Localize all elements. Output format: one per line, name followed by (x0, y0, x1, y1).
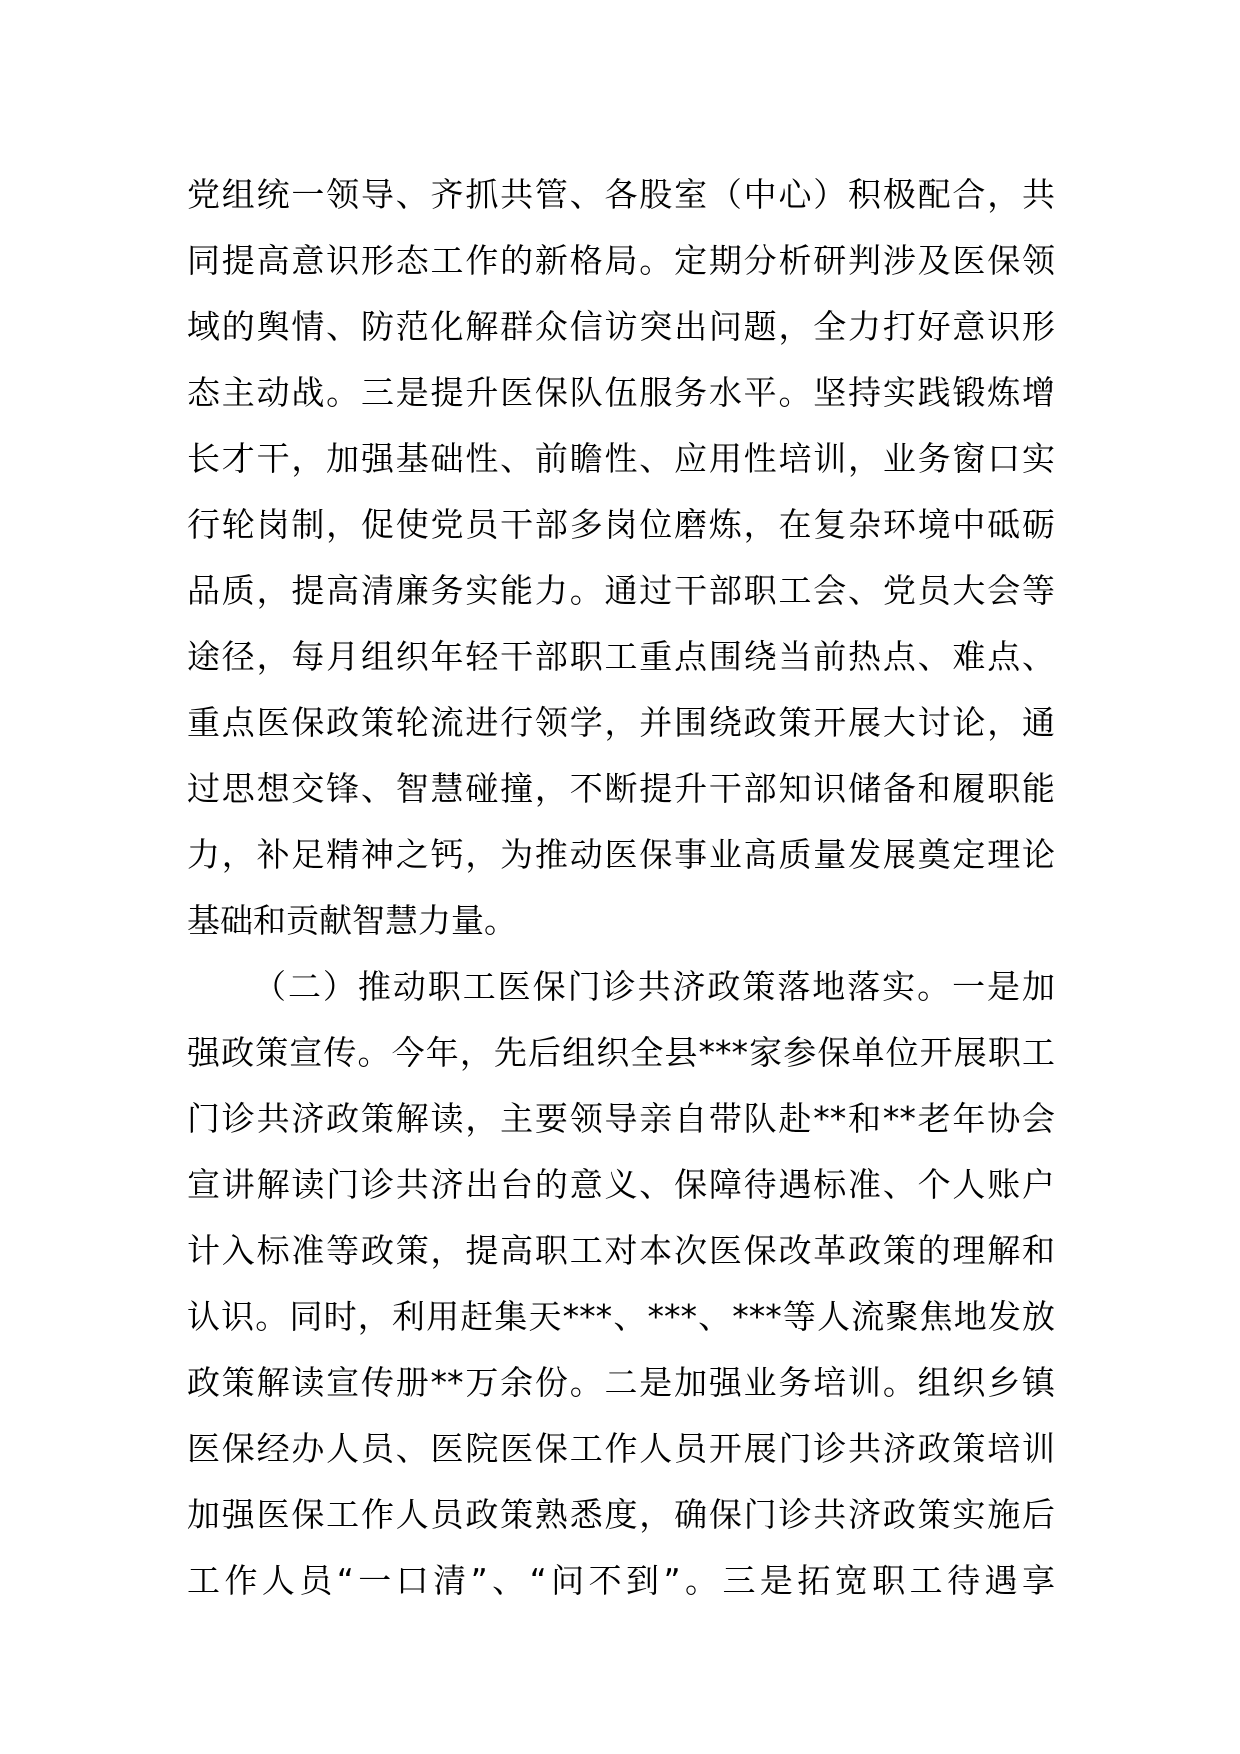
text-line: 计入标准等政策，提高职工对本次医保改革政策的理解和 (187, 1231, 1055, 1270)
text-line: 政策解读宣传册**万余份。二是加强业务培训。组织乡镇 (187, 1363, 1055, 1402)
text-line: 重点医保政策轮流进行领学，并围绕政策开展大讨论，通 (187, 703, 1055, 742)
text-line: 过思想交锋、智慧碰撞，不断提升干部知识储备和履职能 (187, 769, 1055, 808)
paragraph-2 (187, 954, 1055, 1614)
text-line: 态主动战。三是提升医保队伍服务水平。坚持实践锻炼增 (187, 373, 1055, 412)
text-line: 宣讲解读门诊共济出台的意义、保障待遇标准、个人账户 (187, 1165, 1055, 1204)
text-line: 医保经办人员、医院医保工作人员开展门诊共济政策培训 (187, 1429, 1055, 1468)
text-line: 认识。同时，利用赶集天***、***、***等人流聚焦地发放 (187, 1297, 1055, 1336)
text-line: 工作人员“一口清”、“问不到”。三是拓宽职工待遇享 (187, 1561, 1055, 1600)
text-line: 品质，提高清廉务实能力。通过干部职工会、党员大会等 (187, 571, 1055, 610)
text-line: 同提高意识形态工作的新格局。定期分析研判涉及医保领 (187, 241, 1055, 280)
text-line: 行轮岗制，促使党员干部多岗位磨炼，在复杂环境中砥砺 (187, 505, 1055, 544)
text-line: 域的舆情、防范化解群众信访突出问题，全力打好意识形 (187, 307, 1055, 346)
text-line: 长才干，加强基础性、前瞻性、应用性培训，业务窗口实 (187, 439, 1055, 478)
text-line: 力，补足精神之钙，为推动医保事业高质量发展奠定理论 (187, 835, 1055, 874)
text-line: 门诊共济政策解读，主要领导亲自带队赴**和**老年协会 (187, 1099, 1055, 1138)
text-line: （二）推动职工医保门诊共济政策落地落实。一是加 (253, 967, 1055, 1006)
text-line: 强政策宣传。今年，先后组织全县***家参保单位开展职工 (187, 1033, 1055, 1072)
text-line: 基础和贡献智慧力量。 (187, 901, 517, 940)
text-line: 加强医保工作人员政策熟悉度，确保门诊共济政策实施后 (187, 1495, 1055, 1534)
text-line: 途径，每月组织年轻干部职工重点围绕当前热点、难点、 (187, 637, 1055, 676)
document-body (187, 162, 1055, 1614)
text-line: 党组统一领导、齐抓共管、各股室（中心）积极配合，共 (187, 175, 1055, 214)
paragraph-1 (187, 162, 1055, 954)
